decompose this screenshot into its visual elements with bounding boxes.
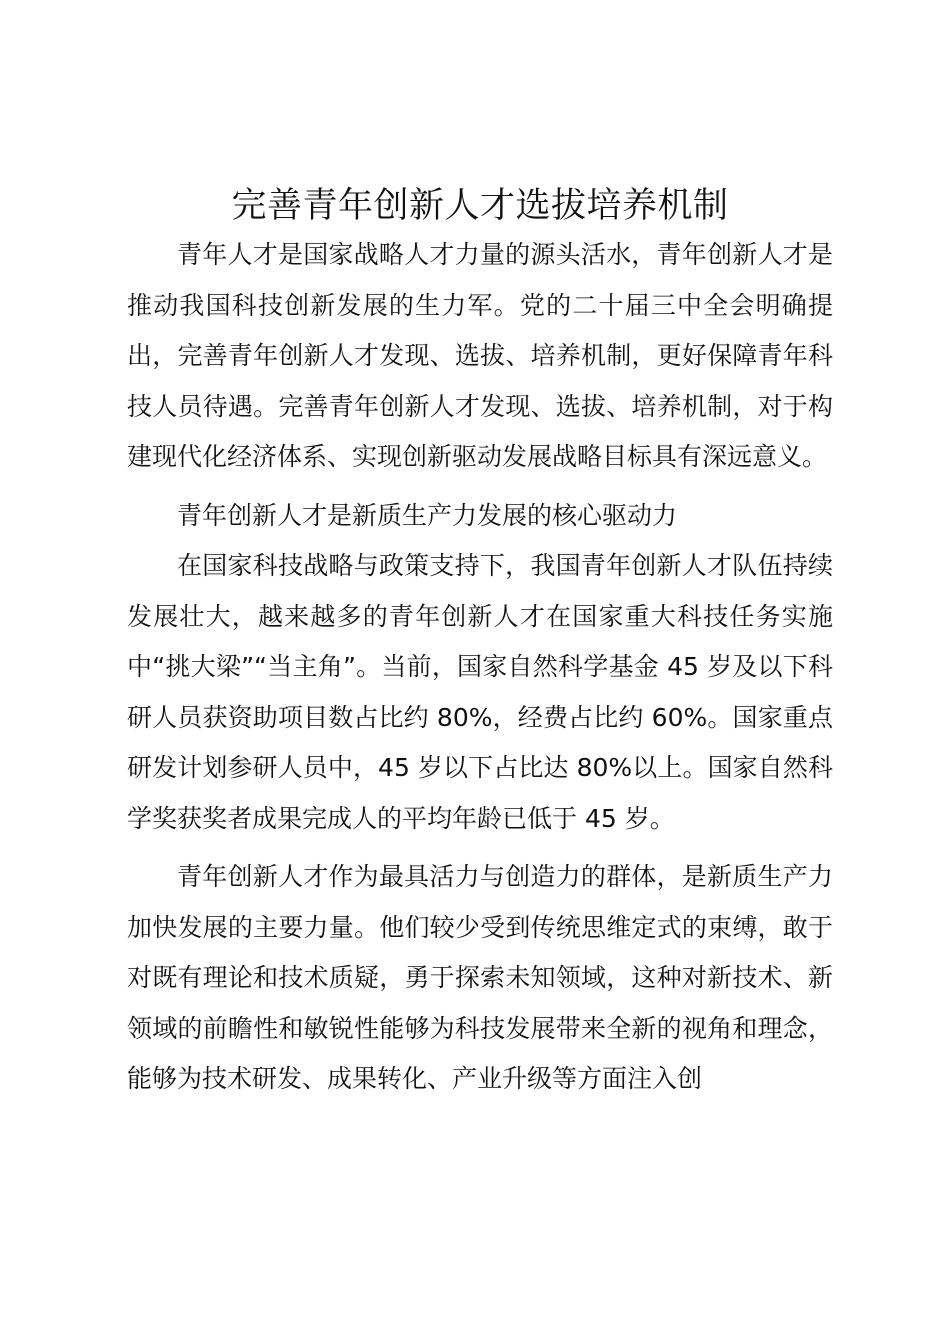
document-body <box>127 230 833 1105</box>
paragraph-youth-talent: 青年创新人才作为最具活力与创造力的群体，是新质生产力加快发展的主要力量。他们较少受到传统思维定式的束缚，敢于对既有理论和技术质疑，勇于探索未知领域，这种对新技术、新领域的前瞻性和敏锐性能够为科技发展带来全新的视角和理念，能够为技术研发、成果转化、产业升级等方面注入创 <box>127 862 833 1093</box>
paragraph-intro: 青年人才是国家战略人才力量的源头活水，青年创新人才是推动我国科技创新发展的生力军。党的二十届三中全会明确提出，完善青年创新人才发现、选拔、培养机制，更好保障青年科技人员待遇。完善青年创新人才发现、选拔、培养机制，对于构建现代化经济体系、实现创新驱动发展战略目标具有深远意义。 <box>127 240 833 471</box>
document-title: 完善青年创新人才选拔培养机制 <box>231 186 729 226</box>
section-heading: 青年创新人才是新质生产力发展的核心驱动力 <box>177 500 678 530</box>
paragraph-statistics: 在国家科技战略与政策支持下，我国青年创新人才队伍持续发展壮大，越来越多的青年创新人才在国家重大科技任务实施中“挑大梁”“当主角”。当前，国家自然科学基金 45 岁及以下科研人员获资助项目数占比约 80%，经费占比约 60%。国家重点研发计划参研人员中，45 岁以下占比达 80%以上。国家自然科学奖获奖者成果完成人的平均年龄已低于 45 岁。 <box>127 551 833 833</box>
